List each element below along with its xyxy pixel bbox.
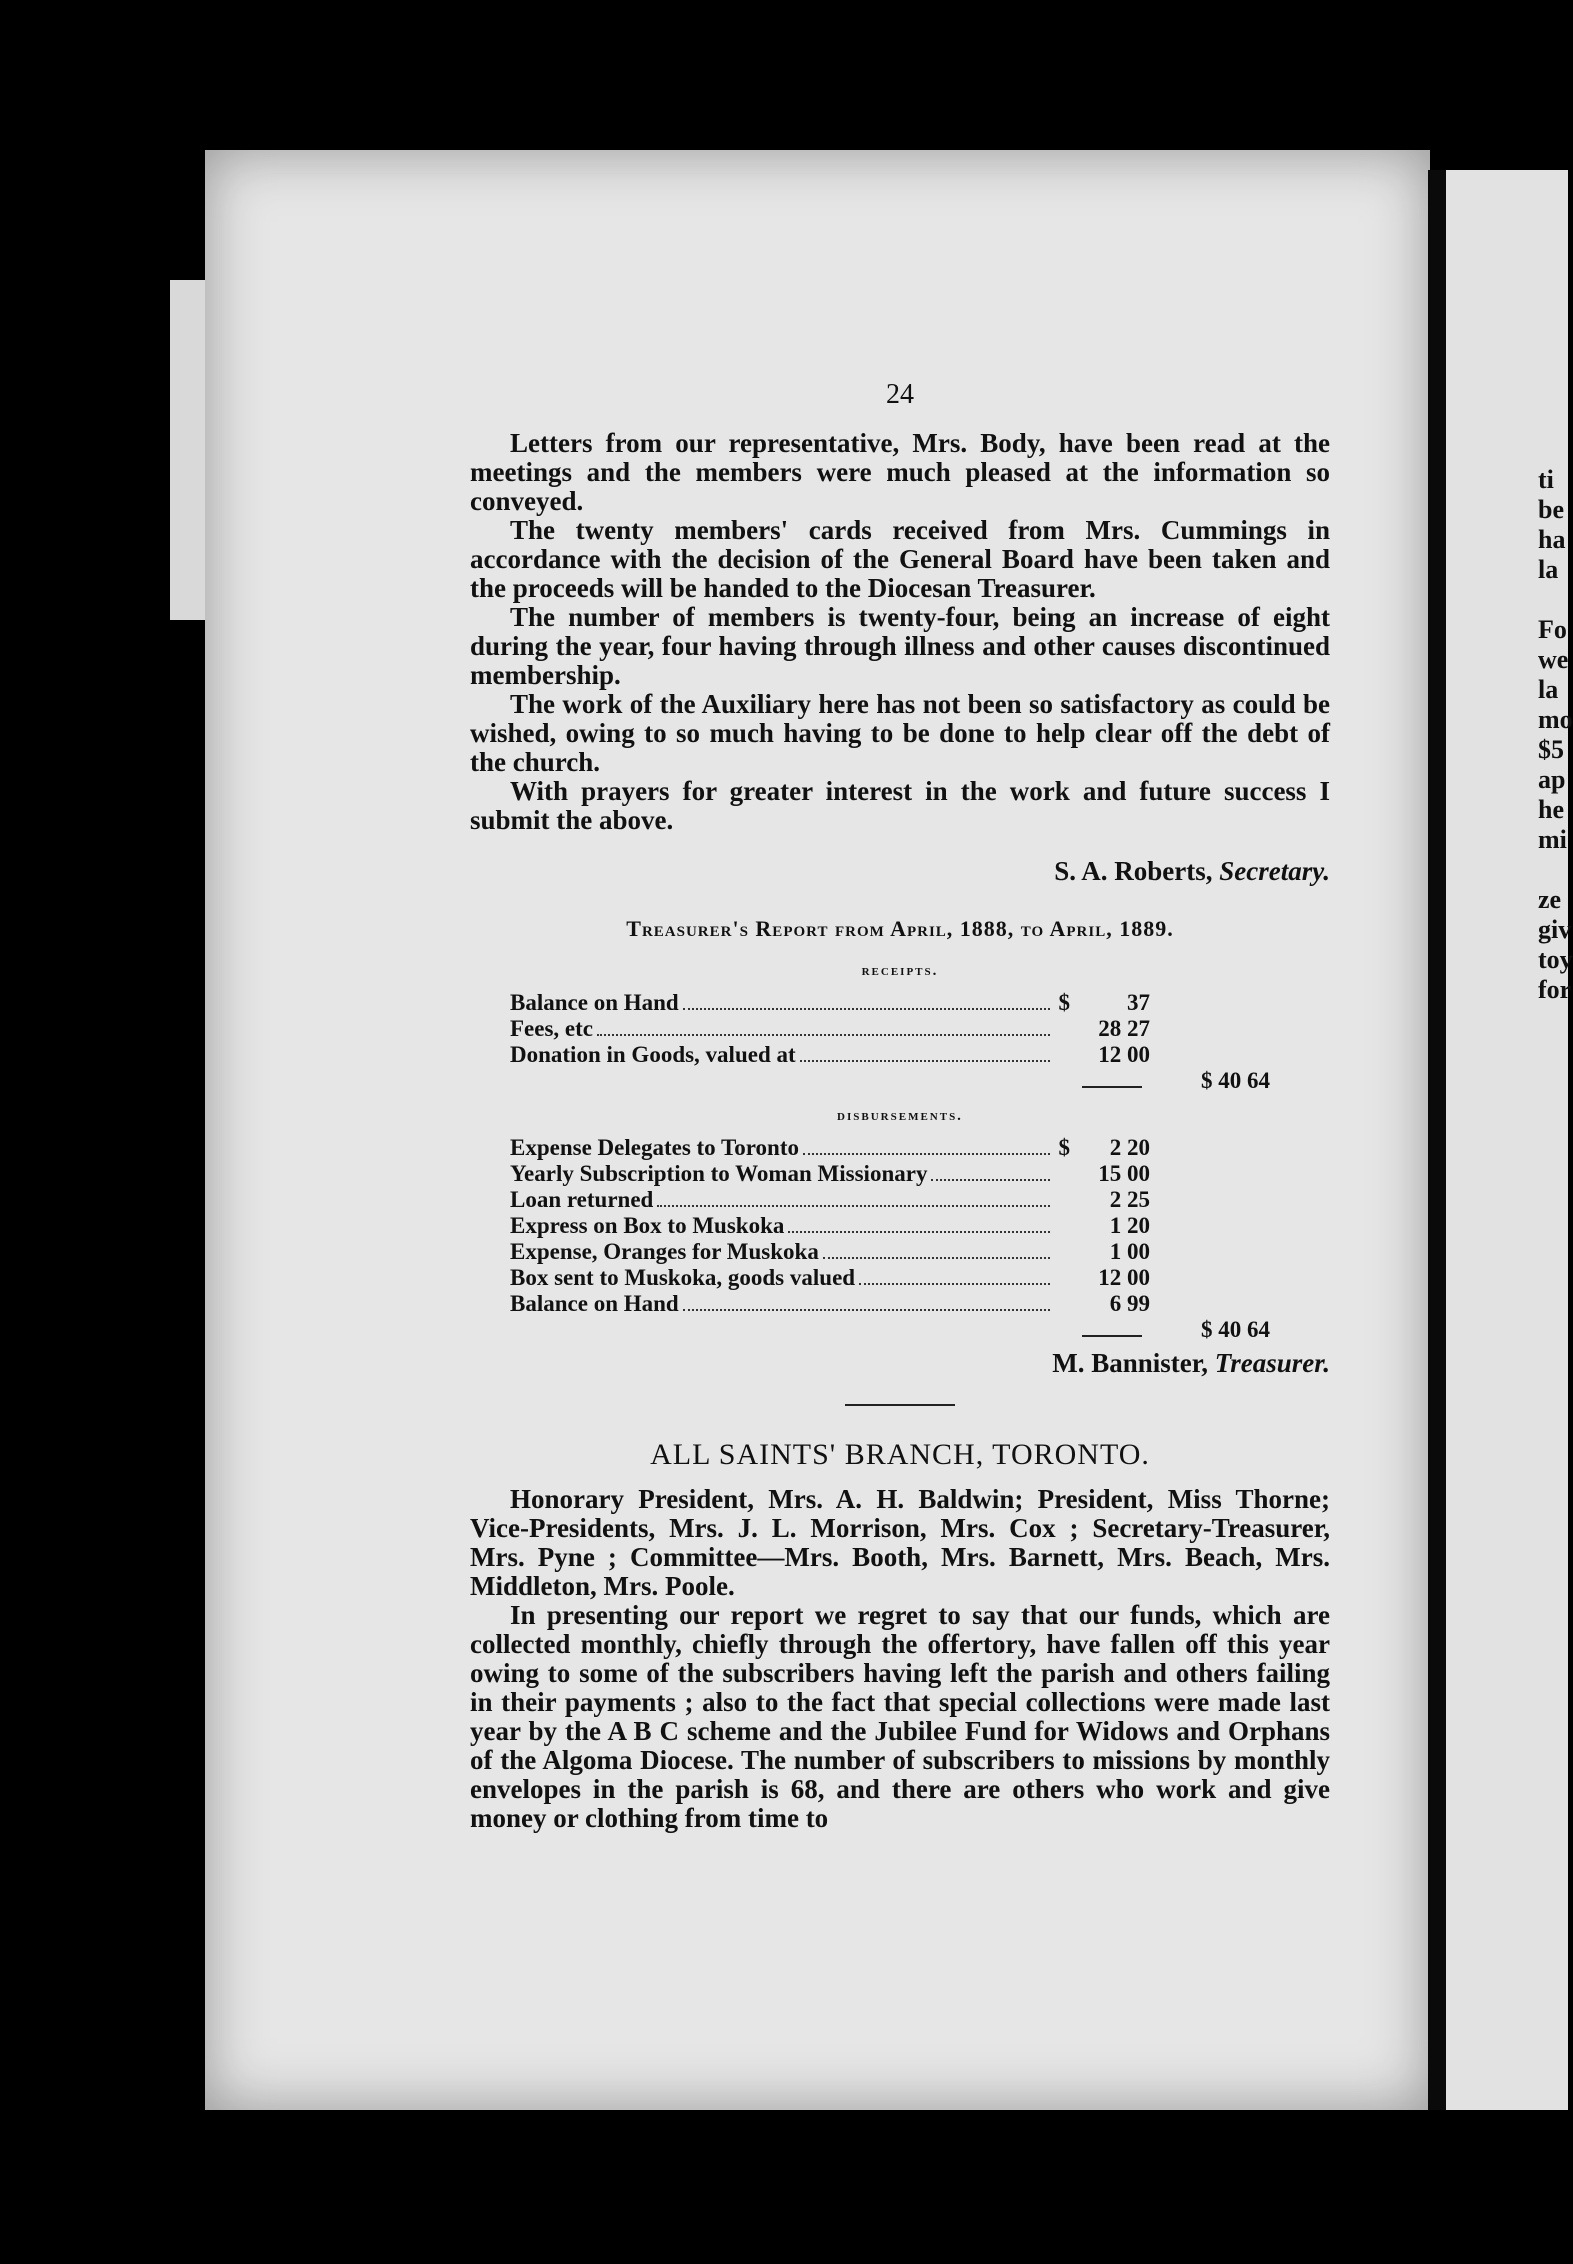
facing-fragment: la: [1538, 675, 1559, 704]
receipts-ledger: [510, 990, 1270, 1096]
ledger-amount: 6 99: [1109, 1291, 1150, 1316]
ledger-item: Loan returned: [510, 1187, 654, 1212]
ledger-amount: 1 00: [1109, 1239, 1150, 1264]
ledger-item: Yearly Subscription to Woman Missionary: [510, 1161, 928, 1186]
page-gutter: [1428, 170, 1446, 2110]
total-rule: [1082, 1086, 1142, 1088]
receipts-total-row: [510, 1068, 1270, 1096]
treasurer-signature: [470, 1349, 1330, 1378]
page-number: 24: [886, 379, 914, 410]
ledger-currency: $: [1058, 990, 1070, 1015]
paragraph: The number of members is twenty-four, being an increase of eight during the year, four having through illness and other causes discontinued membership.: [470, 602, 1330, 690]
disbursements-total: $ 40 64: [1201, 1317, 1270, 1342]
ledger-amount: 2 25: [1109, 1187, 1150, 1212]
facing-page-edge: [1446, 170, 1573, 2110]
facing-fragment: giv: [1538, 915, 1572, 944]
ledger-amount: 15 00: [1098, 1161, 1150, 1186]
leader-dots: [597, 1034, 1050, 1036]
ledger-item: Express on Box to Muskoka: [510, 1213, 785, 1238]
ledger-row: [510, 1213, 1270, 1239]
secretary-signature: [470, 857, 1330, 886]
facing-fragment: la: [1538, 555, 1559, 584]
ledger-item: Expense Delegates to Toronto: [510, 1135, 799, 1160]
ledger-row: [510, 1187, 1270, 1213]
paragraph: The work of the Auxiliary here has not been so satisfactory as could be wished, owing to so much having to be done to help clear off the debt of the church.: [470, 689, 1330, 777]
ledger-row: [510, 1016, 1270, 1042]
total-rule: [1082, 1335, 1142, 1337]
paragraph: Letters from our representative, Mrs. Body, have been read at the meetings and the members were much pleased at the information so conveyed.: [470, 428, 1330, 516]
ledger-row: [510, 1135, 1270, 1161]
disbursements-heading: disbursements.: [837, 1108, 963, 1124]
leader-dots: [823, 1257, 1050, 1259]
facing-fragment: mi: [1538, 825, 1567, 854]
ledger-row: [510, 1291, 1270, 1317]
ledger-amount: 1 20: [1109, 1213, 1150, 1238]
facing-fragment: ze: [1538, 885, 1562, 914]
leader-dots: [803, 1153, 1050, 1155]
ledger-amount: 2 20: [1109, 1135, 1150, 1160]
leader-dots: [931, 1179, 1050, 1181]
leader-dots: [800, 1060, 1050, 1062]
ledger-item: Balance on Hand: [510, 990, 679, 1015]
leader-dots: [788, 1231, 1050, 1233]
facing-fragment: we: [1538, 645, 1569, 674]
receipts-heading: receipts.: [861, 963, 939, 979]
paragraph: In presenting our report we regret to say that our funds, which are collected monthly, chiefly through the offertory, have fallen off this year owing to some of the subscribers having left the parish and others failing in their payments ; also to the fact that special collections were made last year by the A B C scheme and the Jubilee Fund for Widows and Orphans of the Algoma Diocese. The number of subscribers to missions by monthly envelopes in the parish is 68, and there are others who work and give money or clothing from time to: [470, 1600, 1330, 1833]
binding-strip: [170, 280, 210, 620]
paragraph: The twenty members' cards received from Mrs. Cummings in accordance with the decision of the General Board have been taken and the proceeds will be handed to the Diocesan Treasurer.: [470, 515, 1330, 603]
signature-role: Treasurer.: [1214, 1348, 1330, 1378]
leader-dots: [683, 1309, 1050, 1311]
facing-fragment: $5: [1538, 735, 1564, 764]
facing-fragment: ap: [1538, 765, 1566, 794]
facing-fragment: ti: [1538, 465, 1554, 494]
ledger-amount: 37: [1127, 990, 1150, 1015]
signature-role: Secretary.: [1219, 856, 1330, 886]
ledger-item: Fees, etc: [510, 1016, 593, 1041]
ledger-item: Donation in Goods, valued at: [510, 1042, 796, 1067]
section-heading: ALL SAINTS' BRANCH, TORONTO.: [650, 1438, 1150, 1471]
paragraph: Honorary President, Mrs. A. H. Baldwin; President, Miss Thorne; Vice-Presidents, Mrs. J. L. Morrison, Mrs. Cox ; Secretary-Treasurer, Mrs. Pyne ; Committee—Mrs. Booth, Mrs. Barnett, Mrs. Beach, Mrs. Middleton, Mrs. Poole.: [470, 1484, 1330, 1601]
ledger-item: Expense, Oranges for Muskoka: [510, 1239, 819, 1264]
page-content: [470, 380, 1330, 1833]
ledger-amount: 28 27: [1098, 1016, 1150, 1041]
ledger-amount: 12 00: [1098, 1265, 1150, 1290]
facing-fragment: for: [1538, 975, 1572, 1004]
facing-fragment: mo: [1538, 705, 1573, 734]
ledger-currency: $: [1058, 1135, 1070, 1160]
ledger-row: [510, 990, 1270, 1016]
ledger-item: Box sent to Muskoka, goods valued: [510, 1265, 856, 1290]
facing-fragment: be: [1538, 495, 1564, 524]
signature-name: M. Bannister,: [1052, 1348, 1208, 1378]
ledger-amount: 12 00: [1098, 1042, 1150, 1067]
ledger-row: [510, 1239, 1270, 1265]
disbursements-total-row: [510, 1317, 1270, 1345]
paragraph: With prayers for greater interest in the work and future success I submit the above.: [470, 776, 1330, 835]
ledger-row: [510, 1265, 1270, 1291]
facing-fragment: Fo: [1538, 615, 1567, 644]
section-divider: [845, 1404, 955, 1406]
facing-fragment: he: [1538, 795, 1564, 824]
disbursements-ledger: [510, 1135, 1270, 1345]
receipts-total: $ 40 64: [1201, 1068, 1270, 1093]
ledger-item: Balance on Hand: [510, 1291, 679, 1316]
ledger-row: [510, 1161, 1270, 1187]
ledger-row: [510, 1042, 1270, 1068]
leader-dots: [859, 1283, 1050, 1285]
leader-dots: [683, 1008, 1050, 1010]
signature-name: S. A. Roberts,: [1054, 856, 1213, 886]
leader-dots: [657, 1205, 1050, 1207]
facing-fragment: toy: [1538, 945, 1573, 974]
facing-fragment: ha: [1538, 525, 1566, 554]
treasurer-report-title: Treasurer's Report from April, 1888, to April, 1889.: [626, 916, 1174, 941]
